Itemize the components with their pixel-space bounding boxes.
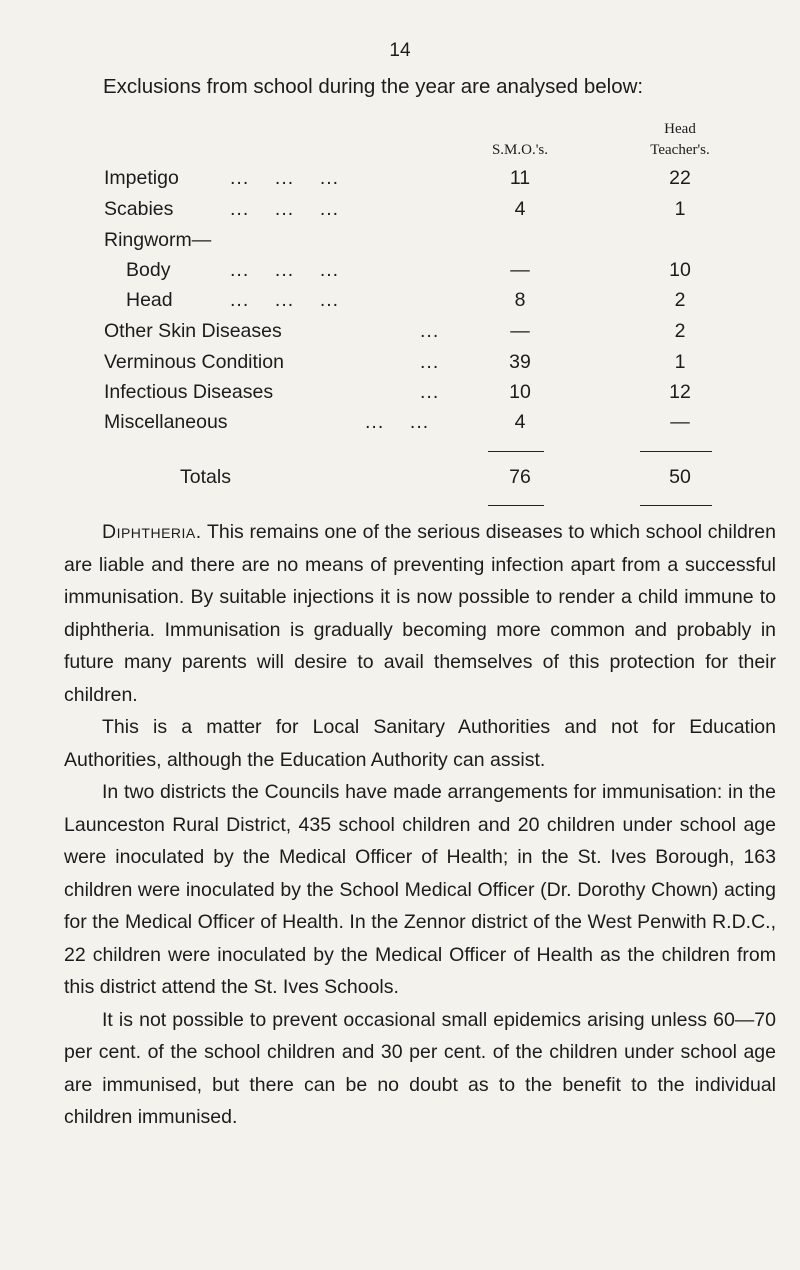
body-text bbox=[64, 516, 776, 1134]
smo-value: — bbox=[510, 320, 530, 342]
totals-label: Totals bbox=[180, 466, 231, 488]
row-label: Ringworm— bbox=[104, 229, 212, 251]
paragraph-lead: Diphtheria. bbox=[102, 521, 202, 543]
leader-dots: ... ... ... bbox=[230, 259, 340, 281]
paragraph-diphtheria bbox=[64, 516, 776, 711]
totals-bottom-rule-head bbox=[640, 505, 712, 506]
page-number: 14 bbox=[389, 40, 411, 61]
smo-value: — bbox=[510, 259, 530, 281]
leader-dots: ... bbox=[420, 351, 440, 373]
totals-row bbox=[0, 466, 800, 496]
totals-smo-value: 76 bbox=[509, 466, 531, 488]
leader-dots: ... ... ... bbox=[230, 289, 340, 311]
row-label: Infectious Diseases bbox=[104, 381, 274, 403]
head-teacher-header-line1: Head bbox=[664, 121, 696, 137]
totals-top-rule-head bbox=[640, 451, 712, 452]
table-row bbox=[0, 167, 800, 197]
paragraph-districts: In two districts the Councils have made arrangements for immunisation: in the Launceston Rural District, 435 school children and 20 children under school age were inoculated by the Medical Officer of Health; in the St. Ives Borough, 163 children were inoculated by the School Medical Officer (Dr. Dorothy Chown) acting for the Medical Officer of Health. In the Zennor district of the West Penwith R.D.C., 22 children were inoculated by the Medical Officer of Health as the children from this district attend the St. Ives Schools. bbox=[64, 781, 776, 998]
table-row bbox=[0, 229, 800, 259]
smo-value: 8 bbox=[514, 289, 526, 311]
table-row bbox=[0, 198, 800, 228]
head-teacher-value: 10 bbox=[669, 259, 691, 281]
paragraph-text: This remains one of the serious diseases to which school children are liable and there are no means of preventing infection apart from a successful immunisation. By suitable injections it is now possible to render a child immune to diphtheria. Immunisation is gradually becoming more common and probably in future many parents will desire to avail themselves of this protection for their children. bbox=[64, 521, 776, 706]
head-teacher-value: 1 bbox=[674, 198, 686, 220]
smo-value: 11 bbox=[509, 167, 531, 189]
head-teacher-value: 22 bbox=[669, 167, 691, 189]
smo-value: 4 bbox=[514, 411, 526, 433]
smo-column-header: S.M.O.'s. bbox=[491, 142, 549, 158]
smo-value: 39 bbox=[509, 351, 531, 373]
totals-head-teacher-value: 50 bbox=[669, 466, 691, 488]
totals-bottom-rule-smo bbox=[488, 505, 544, 506]
table-row bbox=[0, 411, 800, 441]
head-teacher-value: — bbox=[670, 411, 690, 433]
leader-dots: ... bbox=[420, 320, 440, 342]
row-label: Scabies bbox=[104, 198, 174, 220]
paragraph-authorities: This is a matter for Local Sanitary Authorities and not for Education Authorities, although the Education Authority can assist. bbox=[64, 716, 776, 771]
smo-value: 4 bbox=[514, 198, 526, 220]
row-label: Body bbox=[126, 259, 171, 281]
leader-dots: ... ... ... bbox=[230, 198, 340, 220]
head-teacher-value: 2 bbox=[674, 320, 686, 342]
head-teacher-header-line2: Teacher's. bbox=[650, 142, 710, 158]
paragraph-epidemics: It is not possible to prevent occasional small epidemics arising unless 60—70 per cent. of the school children and 30 per cent. of the children under school age are immunised, but there can be no doubt as to the benefit to the individual children immunised. bbox=[64, 1008, 776, 1128]
row-label: Miscellaneous bbox=[104, 411, 228, 433]
row-label: Impetigo bbox=[104, 167, 179, 189]
table-row bbox=[0, 289, 800, 319]
table-row bbox=[0, 320, 800, 350]
head-teacher-value: 12 bbox=[669, 381, 691, 403]
leader-dots: ... ... ... bbox=[230, 167, 340, 189]
table-row bbox=[0, 381, 800, 411]
row-label: Verminous Condition bbox=[104, 351, 284, 373]
leader-dots: ... bbox=[420, 381, 440, 403]
leader-dots: ... ... bbox=[365, 411, 430, 433]
head-teacher-value: 2 bbox=[674, 289, 686, 311]
table-row bbox=[0, 351, 800, 381]
row-label: Head bbox=[126, 289, 173, 311]
totals-top-rule-smo bbox=[488, 451, 544, 452]
row-label: Other Skin Diseases bbox=[104, 320, 282, 342]
head-teacher-value: 1 bbox=[674, 351, 686, 373]
table-heading: Exclusions from school during the year are analysed below: bbox=[103, 75, 644, 98]
table-row bbox=[0, 259, 800, 289]
smo-value: 10 bbox=[509, 381, 531, 403]
